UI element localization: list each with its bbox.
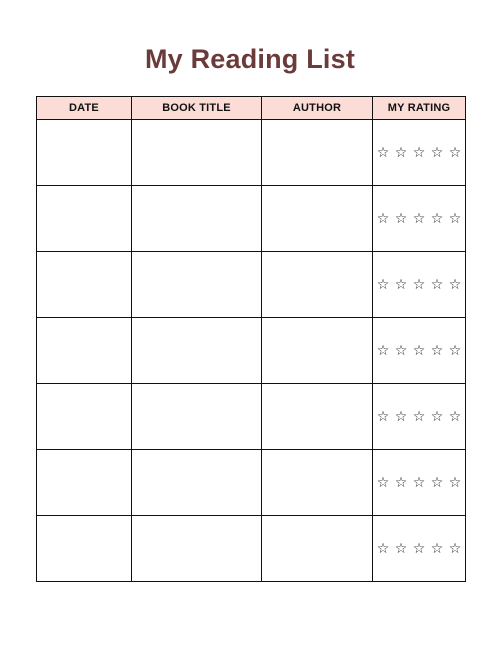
star-outline-icon[interactable]: ☆ bbox=[394, 474, 408, 491]
star-outline-icon[interactable]: ☆ bbox=[412, 210, 426, 227]
author-cell bbox=[262, 120, 373, 186]
date-cell bbox=[37, 318, 132, 384]
author-cell bbox=[262, 252, 373, 318]
table-row bbox=[37, 384, 466, 450]
star-outline-icon[interactable]: ☆ bbox=[448, 210, 462, 227]
star-outline-icon[interactable]: ☆ bbox=[394, 408, 408, 425]
rating-cell bbox=[373, 516, 466, 582]
book-title-cell bbox=[132, 252, 262, 318]
date-cell bbox=[37, 450, 132, 516]
page-title: My Reading List bbox=[144, 44, 356, 74]
star-outline-icon[interactable]: ☆ bbox=[448, 408, 462, 425]
date-cell bbox=[37, 516, 132, 582]
star-outline-icon[interactable]: ☆ bbox=[430, 408, 444, 425]
rating-cell bbox=[373, 450, 466, 516]
date-cell bbox=[37, 252, 132, 318]
date-cell bbox=[37, 186, 132, 252]
star-outline-icon[interactable]: ☆ bbox=[394, 540, 408, 557]
table-header-row bbox=[37, 97, 466, 120]
star-outline-icon[interactable]: ☆ bbox=[376, 474, 390, 491]
star-outline-icon[interactable]: ☆ bbox=[430, 144, 444, 161]
star-outline-icon[interactable]: ☆ bbox=[448, 144, 462, 161]
star-outline-icon[interactable]: ☆ bbox=[448, 474, 462, 491]
author-cell bbox=[262, 318, 373, 384]
author-cell bbox=[262, 450, 373, 516]
star-outline-icon[interactable]: ☆ bbox=[394, 276, 408, 293]
star-outline-icon[interactable]: ☆ bbox=[376, 144, 390, 161]
table-row bbox=[37, 186, 466, 252]
reading-list-table bbox=[36, 96, 466, 582]
table-row bbox=[37, 120, 466, 186]
author-cell bbox=[262, 186, 373, 252]
column-header-my-rating: MY RATING bbox=[373, 97, 466, 120]
star-outline-icon[interactable]: ☆ bbox=[430, 474, 444, 491]
book-title-cell bbox=[132, 516, 262, 582]
star-outline-icon[interactable]: ☆ bbox=[430, 210, 444, 227]
book-title-cell bbox=[132, 186, 262, 252]
book-title-cell bbox=[132, 318, 262, 384]
column-header-author: AUTHOR bbox=[262, 97, 373, 120]
rating-cell bbox=[373, 186, 466, 252]
star-outline-icon[interactable]: ☆ bbox=[394, 144, 408, 161]
book-title-cell bbox=[132, 120, 262, 186]
column-header-book-title: BOOK TITLE bbox=[132, 97, 262, 120]
star-outline-icon[interactable]: ☆ bbox=[412, 474, 426, 491]
rating-cell bbox=[373, 318, 466, 384]
star-outline-icon[interactable]: ☆ bbox=[430, 540, 444, 557]
star-outline-icon[interactable]: ☆ bbox=[394, 210, 408, 227]
rating-cell bbox=[373, 384, 466, 450]
rating-cell bbox=[373, 120, 466, 186]
date-cell bbox=[37, 120, 132, 186]
star-outline-icon[interactable]: ☆ bbox=[430, 276, 444, 293]
star-outline-icon[interactable]: ☆ bbox=[412, 342, 426, 359]
star-outline-icon[interactable]: ☆ bbox=[412, 408, 426, 425]
author-cell bbox=[262, 384, 373, 450]
star-outline-icon[interactable]: ☆ bbox=[448, 276, 462, 293]
star-outline-icon[interactable]: ☆ bbox=[412, 540, 426, 557]
star-outline-icon[interactable]: ☆ bbox=[376, 540, 390, 557]
star-outline-icon[interactable]: ☆ bbox=[430, 342, 444, 359]
book-title-cell bbox=[132, 450, 262, 516]
table-row bbox=[37, 318, 466, 384]
author-cell bbox=[262, 516, 373, 582]
table-row bbox=[37, 516, 466, 582]
column-header-date: DATE bbox=[37, 97, 132, 120]
star-outline-icon[interactable]: ☆ bbox=[448, 342, 462, 359]
star-outline-icon[interactable]: ☆ bbox=[376, 276, 390, 293]
book-title-cell bbox=[132, 384, 262, 450]
table-row bbox=[37, 450, 466, 516]
star-outline-icon[interactable]: ☆ bbox=[448, 540, 462, 557]
star-outline-icon[interactable]: ☆ bbox=[376, 210, 390, 227]
date-cell bbox=[37, 384, 132, 450]
star-outline-icon[interactable]: ☆ bbox=[394, 342, 408, 359]
star-outline-icon[interactable]: ☆ bbox=[376, 342, 390, 359]
star-outline-icon[interactable]: ☆ bbox=[412, 144, 426, 161]
star-outline-icon[interactable]: ☆ bbox=[376, 408, 390, 425]
rating-cell bbox=[373, 252, 466, 318]
star-outline-icon[interactable]: ☆ bbox=[412, 276, 426, 293]
table-row bbox=[37, 252, 466, 318]
